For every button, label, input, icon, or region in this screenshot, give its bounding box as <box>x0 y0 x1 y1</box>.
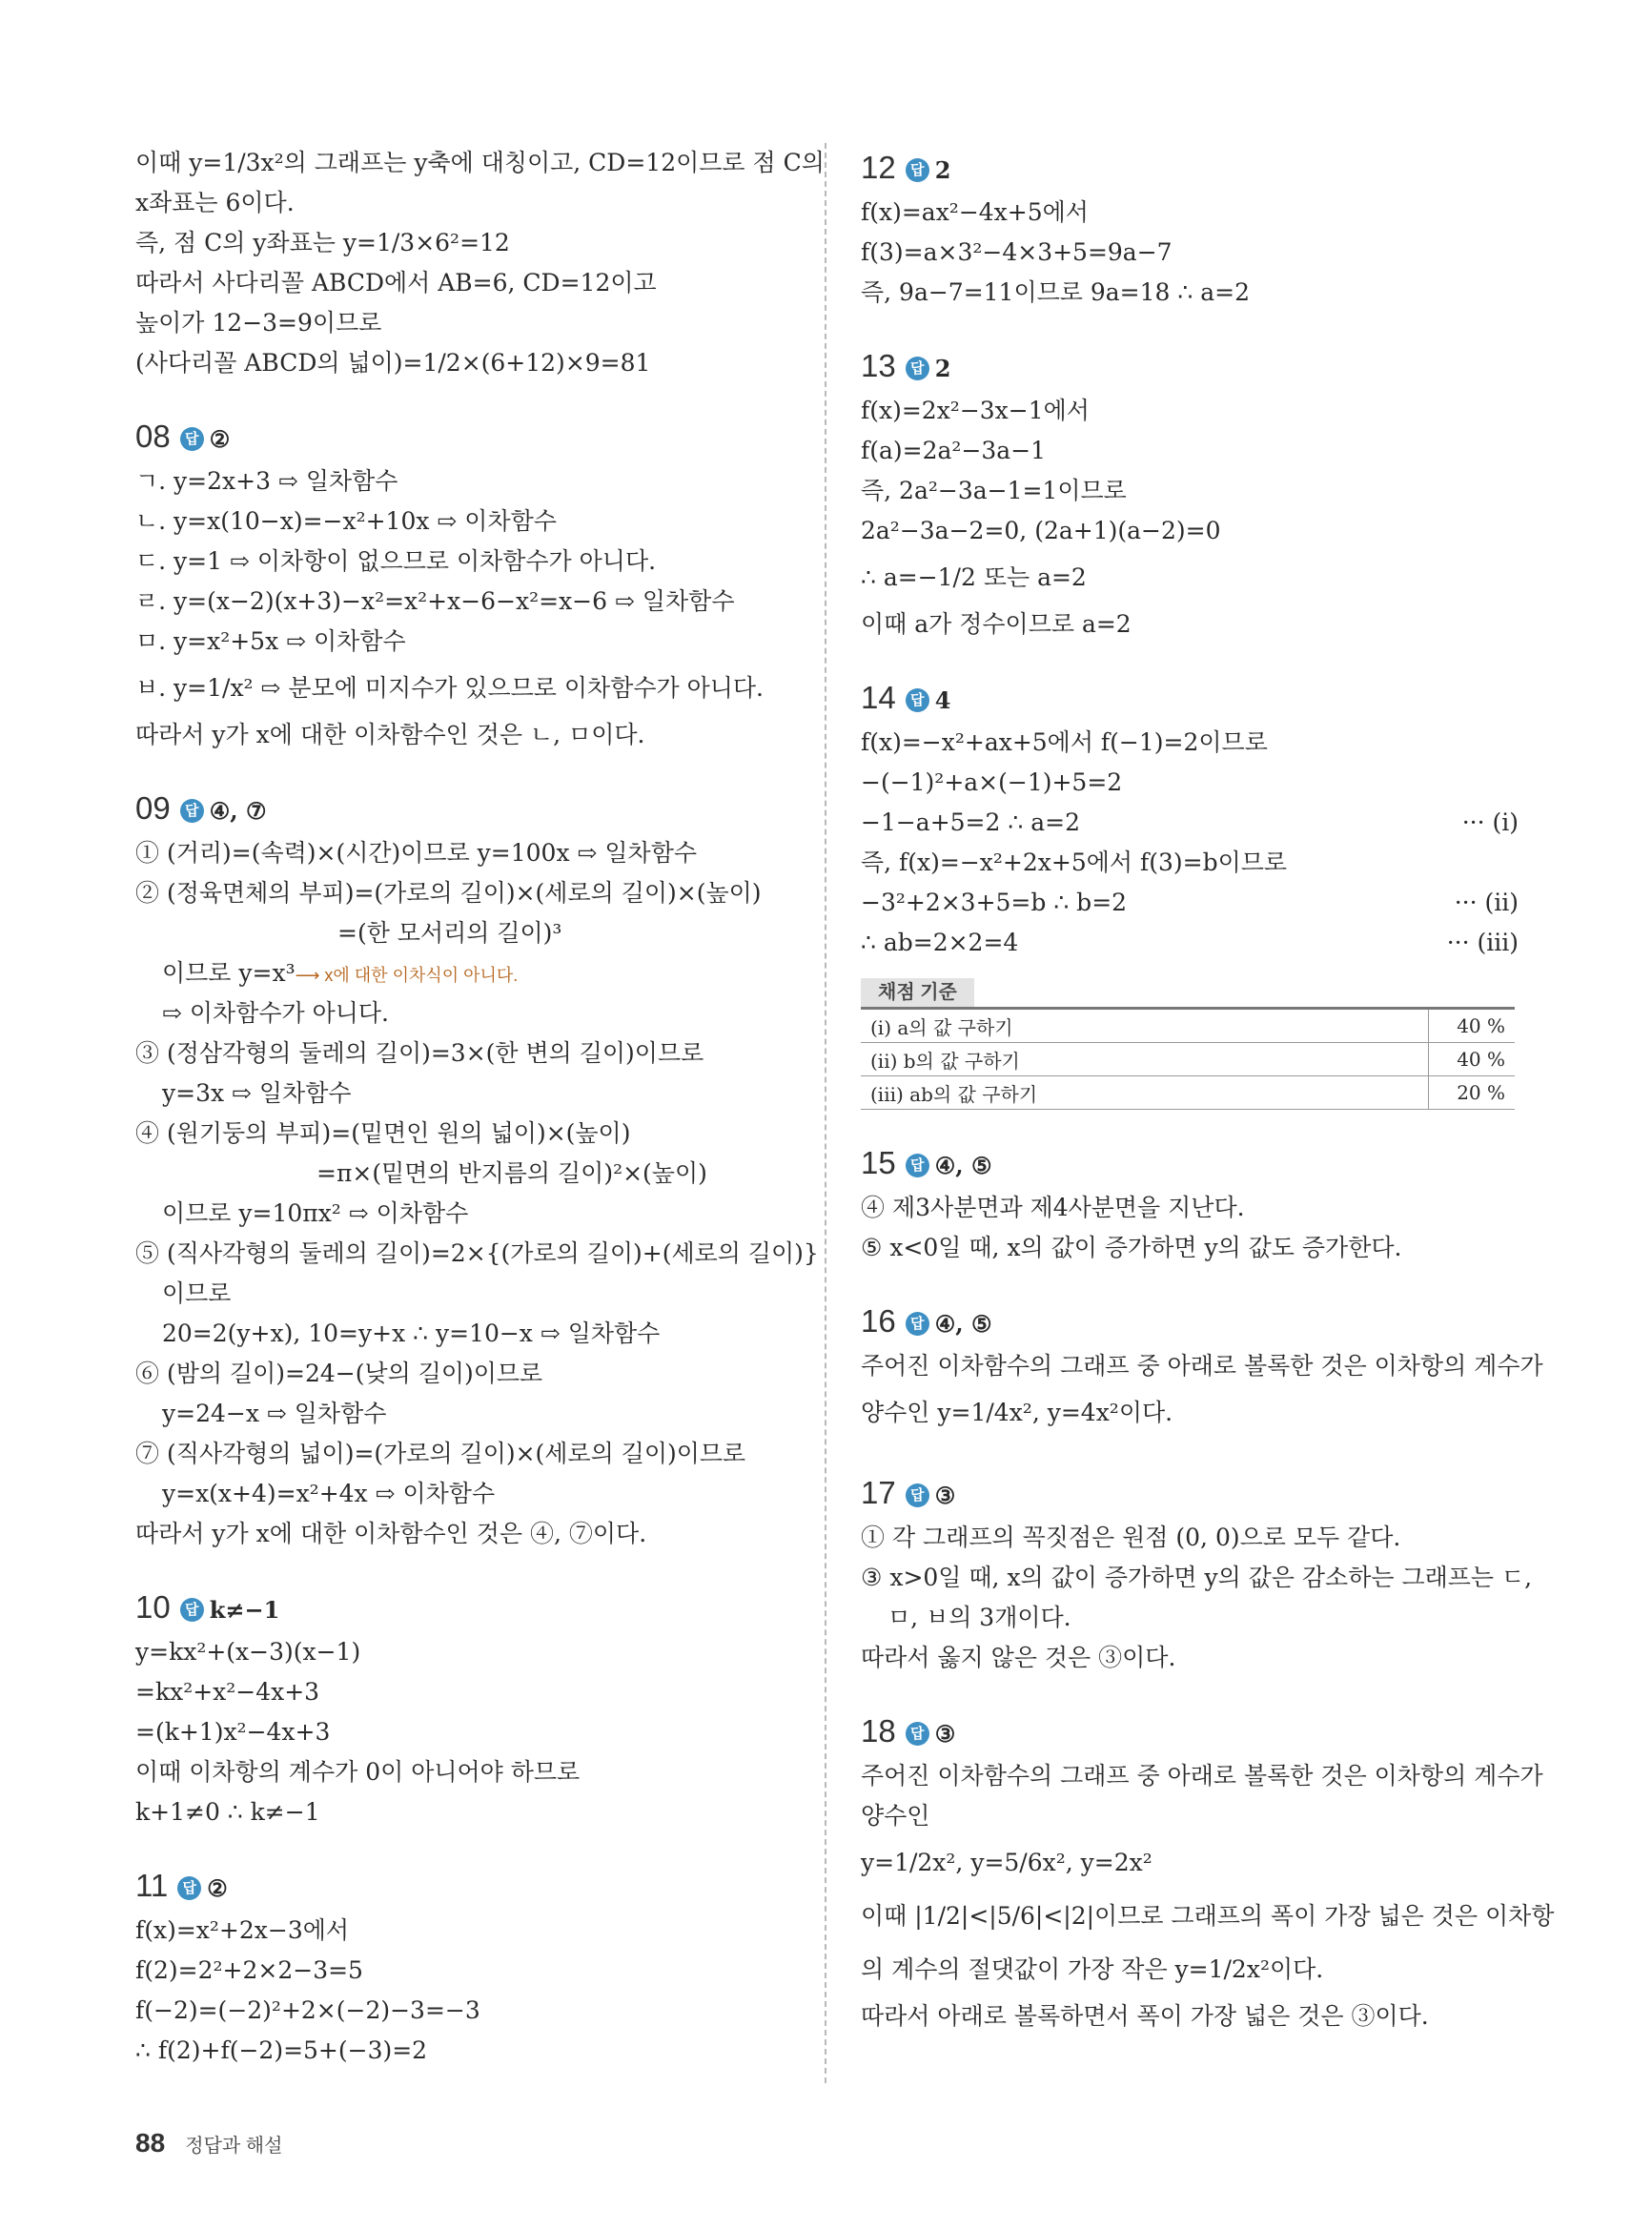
annotation-note: ⟶ x에 대한 이차식이 아니다. <box>295 966 519 985</box>
problem-number: 17 <box>861 1475 896 1510</box>
solution-line: ㄹ. y=(x−2)(x+3)−x²=x²+x−6−x²=x−6 ⇨ 일차함수 <box>135 587 735 615</box>
solution-line: 주어진 이차함수의 그래프 중 아래로 볼록한 것은 이차항의 계수가 <box>861 1762 1543 1790</box>
problem-header <box>135 412 793 461</box>
solution-line: =kx²+x²−4x+3 <box>135 1678 320 1706</box>
scoring-title: 채점 기준 <box>861 978 974 1007</box>
solution-line: 즉, f(x)=−x²+2x+5에서 f(3)=b이므로 <box>861 849 1288 876</box>
problem-header <box>861 143 1519 193</box>
problem-number: 11 <box>135 1868 169 1903</box>
criterion-label: (ii) b의 값 구하기 <box>861 1043 1429 1076</box>
solution-line: f(3)=a×3²−4×3+5=9a−7 <box>861 238 1173 266</box>
solution-line: ㅂ. y=1/x² ⇨ 분모에 미지수가 있으므로 이차함수가 아니다. <box>135 674 764 702</box>
solution-line: y=24−x ⇨ 일차함수 <box>162 1400 387 1427</box>
problem-header <box>135 784 793 833</box>
text-line: 따라서 사다리꼴 ABCD에서 AB=6, CD=12이고 <box>135 269 657 297</box>
right-column <box>861 143 1555 2036</box>
solution-line: ∴ a=−1/2 또는 a=2 <box>861 563 1087 591</box>
solution-line <box>135 953 793 993</box>
solution-line: ∴ f(2)+f(−2)=5+(−3)=2 <box>135 2036 428 2064</box>
answer-badge: 답 <box>180 427 204 451</box>
problem-header <box>861 1707 1519 1756</box>
solution-line: =(k+1)x²−4x+3 <box>135 1718 331 1746</box>
table-row <box>861 1076 1515 1110</box>
solution-line <box>861 883 1519 923</box>
criterion-percent: 20 % <box>1429 1076 1516 1110</box>
solution-line: ㄴ. y=x(10−x)=−x²+10x ⇨ 이차함수 <box>135 507 557 535</box>
scoring-table <box>861 1007 1515 1110</box>
page-number: 88 <box>135 2128 166 2158</box>
step-tag: ··· (ii) <box>1454 889 1519 916</box>
problem-answer: ② <box>207 1874 228 1902</box>
text-line: x좌표는 6이다. <box>135 189 295 216</box>
problem-number: 10 <box>135 1589 171 1625</box>
problem-answer: ④, ⑦ <box>209 797 267 825</box>
table-row <box>861 1043 1515 1076</box>
problem-header <box>861 341 1519 391</box>
solution-line <box>861 803 1519 843</box>
problem-number: 14 <box>861 680 896 715</box>
scoring-criteria <box>861 976 1515 1110</box>
answer-badge: 답 <box>906 1483 929 1507</box>
solution-line: 양수인 y=1/4x², y=4x²이다. <box>861 1399 1173 1426</box>
criterion-percent: 40 % <box>1429 1009 1516 1043</box>
solution-line: y=3x ⇨ 일차함수 <box>162 1079 352 1107</box>
solution-text: −3²+2×3+5=b ∴ b=2 <box>861 889 1128 916</box>
solution-line: f(2)=2²+2×2−3=5 <box>135 1956 363 1984</box>
solution-line: =(한 모서리의 길이)³ <box>337 919 562 947</box>
solution-line: ⑦ (직사각형의 넓이)=(가로의 길이)×(세로의 길이)이므로 <box>135 1440 746 1467</box>
criterion-label: (iii) ab의 값 구하기 <box>861 1076 1429 1110</box>
solution-line: y=kx²+(x−3)(x−1) <box>135 1638 361 1666</box>
solution-line: f(a)=2a²−3a−1 <box>861 437 1047 464</box>
answer-badge: 답 <box>906 1312 929 1336</box>
solution-line: ⑤ (직사각형의 둘레의 길이)=2×{(가로의 길이)+(세로의 길이)} <box>135 1239 819 1267</box>
text-line: 이때 y=1/3x²의 그래프는 y축에 대칭이고, CD=12이므로 점 C의 <box>135 149 825 176</box>
answer-badge: 답 <box>906 688 929 712</box>
solution-line: ⇨ 이차함수가 아니다. <box>162 999 389 1027</box>
solution-line: ③ (정삼각형의 둘레의 길이)=3×(한 변의 길이)이므로 <box>135 1039 704 1067</box>
problem-answer: 2 <box>934 355 951 382</box>
problem-answer: ④, ⑤ <box>934 1152 992 1179</box>
solution-line: −(−1)²+a×(−1)+5=2 <box>861 768 1123 796</box>
text-line: (사다리꼴 ABCD의 넓이)=1/2×(6+12)×9=81 <box>135 349 651 377</box>
solution-line: 이때 |1/2|<|5/6|<|2|이므로 그래프의 폭이 가장 넓은 것은 이차항 <box>861 1902 1555 1930</box>
solution-text: −1−a+5=2 ∴ a=2 <box>861 808 1080 836</box>
solution-line: 20=2(y+x), 10=y+x ∴ y=10−x ⇨ 일차함수 <box>162 1320 661 1347</box>
problem-answer: ④, ⑤ <box>934 1310 992 1338</box>
answer-badge: 답 <box>180 1598 204 1622</box>
problem-number: 13 <box>861 348 896 383</box>
solution-line: 양수인 <box>861 1802 930 1830</box>
solution-line: 따라서 아래로 볼록하면서 폭이 가장 넓은 것은 ③이다. <box>861 2002 1429 2030</box>
problem-header <box>861 1138 1519 1188</box>
solution-line: 즉, 2a²−3a−1=1이므로 <box>861 477 1127 504</box>
solution-line: ③ x>0일 때, x의 값이 증가하면 y의 값은 감소하는 그래프는 ㄷ, <box>861 1564 1533 1591</box>
left-column <box>135 143 825 2071</box>
solution-line: ㄱ. y=2x+3 ⇨ 일차함수 <box>135 467 398 495</box>
solution-line: 2a²−3a−2=0, (2a+1)(a−2)=0 <box>861 517 1221 544</box>
step-tag: ··· (i) <box>1461 808 1519 836</box>
solution-line: f(−2)=(−2)²+2×(−2)−3=−3 <box>135 1996 480 2024</box>
answer-badge: 답 <box>906 357 929 380</box>
solution-line: f(x)=−x²+ax+5에서 f(−1)=2이므로 <box>861 728 1268 756</box>
solution-line: 이므로 <box>162 1279 232 1307</box>
solution-line: ④ (원기둥의 부피)=(밑면인 원의 넓이)×(높이) <box>135 1119 631 1147</box>
solution-line: 즉, 9a−7=11이므로 9a=18 ∴ a=2 <box>861 278 1250 306</box>
solution-line: y=1/2x², y=5/6x², y=2x² <box>861 1849 1152 1876</box>
problem-header <box>861 1297 1519 1346</box>
step-tag: ··· (iii) <box>1446 929 1519 956</box>
solution-line: f(x)=2x²−3x−1에서 <box>861 397 1090 424</box>
criterion-label: (i) a의 값 구하기 <box>861 1009 1429 1043</box>
solution-line: ㅁ, ㅂ의 3개이다. <box>887 1604 1071 1631</box>
answer-badge: 답 <box>906 158 929 182</box>
problem-answer: ③ <box>934 1720 956 1748</box>
solution-line: 주어진 이차함수의 그래프 중 아래로 볼록한 것은 이차항의 계수가 <box>861 1352 1543 1380</box>
criterion-percent: 40 % <box>1429 1043 1516 1076</box>
problem-header <box>861 1468 1519 1518</box>
problem-header <box>861 673 1519 723</box>
page-footer <box>135 2128 282 2158</box>
solution-line: ㄷ. y=1 ⇨ 이차항이 없으므로 이차함수가 아니다. <box>135 547 657 575</box>
problem-answer: 2 <box>934 156 951 184</box>
problem-header <box>135 1861 793 1911</box>
problem-number: 16 <box>861 1303 896 1339</box>
solution-text: ∴ ab=2×2=4 <box>861 929 1019 956</box>
solution-line: ① (거리)=(속력)×(시간)이므로 y=100x ⇨ 일차함수 <box>135 839 697 867</box>
solution-line: ㅁ. y=x²+5x ⇨ 이차함수 <box>135 627 406 655</box>
solution-line: 따라서 y가 x에 대한 이차함수인 것은 ④, ⑦이다. <box>135 1520 647 1547</box>
solution-line <box>861 923 1519 963</box>
answer-badge: 답 <box>177 1876 201 1900</box>
solution-text: 이므로 y=x³ <box>162 959 296 987</box>
solution-line: 이때 이차항의 계수가 0이 아니어야 하므로 <box>135 1758 581 1786</box>
problem-number: 18 <box>861 1713 896 1749</box>
answer-badge: 답 <box>180 799 204 823</box>
solution-line: ① 각 그래프의 꼭짓점은 원점 (0, 0)으로 모두 같다. <box>861 1524 1401 1551</box>
problem-answer: 4 <box>934 686 951 714</box>
solution-line: 의 계수의 절댓값이 가장 작은 y=1/2x²이다. <box>861 1955 1324 1983</box>
solution-line: ⑥ (밤의 길이)=24−(낮의 길이)이므로 <box>135 1360 543 1387</box>
footer-label: 정답과 해설 <box>185 2136 283 2157</box>
answer-badge: 답 <box>906 1154 929 1177</box>
solution-line: f(x)=ax²−4x+5에서 <box>861 198 1089 226</box>
solution-line: k+1≠0 ∴ k≠−1 <box>135 1798 320 1826</box>
solution-line: 이므로 y=10πx² ⇨ 이차함수 <box>162 1199 469 1227</box>
solution-line: =π×(밑면의 반지름의 길이)²×(높이) <box>316 1159 707 1187</box>
problem-answer: ② <box>209 425 231 453</box>
solution-line: ⑤ x<0일 때, x의 값이 증가하면 y의 값도 증가한다. <box>861 1234 1402 1261</box>
problem-number: 12 <box>861 150 896 185</box>
solution-line: f(x)=x²+2x−3에서 <box>135 1916 350 1944</box>
problem-number: 09 <box>135 790 171 826</box>
column-divider <box>825 143 826 2083</box>
problem-number: 08 <box>135 419 171 454</box>
problem-answer: ③ <box>934 1482 956 1509</box>
problem-number: 15 <box>861 1145 896 1180</box>
problem-header <box>135 1583 793 1632</box>
answer-badge: 답 <box>906 1722 929 1746</box>
solution-line: 따라서 y가 x에 대한 이차함수인 것은 ㄴ, ㅁ이다. <box>135 721 645 748</box>
solution-line: 따라서 옳지 않은 것은 ③이다. <box>861 1644 1176 1671</box>
solution-line: ② (정육면체의 부피)=(가로의 길이)×(세로의 길이)×(높이) <box>135 879 762 907</box>
text-line: 높이가 12−3=9이므로 <box>135 309 382 337</box>
solution-line: ④ 제3사분면과 제4사분면을 지난다. <box>861 1194 1245 1221</box>
solution-line: y=x(x+4)=x²+4x ⇨ 이차함수 <box>162 1480 496 1507</box>
table-row <box>861 1009 1515 1043</box>
solution-line: 이때 a가 정수이므로 a=2 <box>861 610 1132 638</box>
text-line: 즉, 점 C의 y좌표는 y=1/3×6²=12 <box>135 229 510 256</box>
problem-answer: k≠−1 <box>209 1596 280 1624</box>
